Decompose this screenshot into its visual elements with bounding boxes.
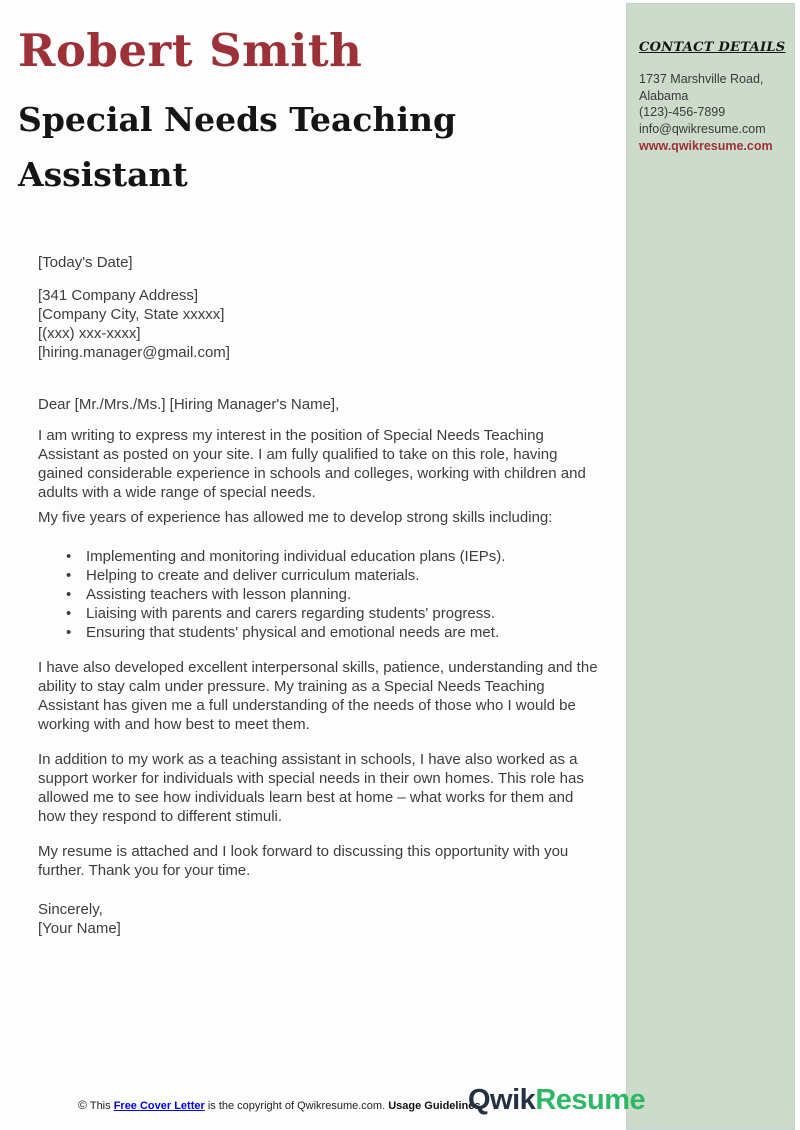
skills-list-item: • Assisting teachers with lesson planning.	[86, 585, 604, 604]
logo-resume-text: Resume	[535, 1084, 646, 1116]
contact-details-heading: CONTACT DETAILS	[639, 40, 786, 55]
company-address-block	[38, 286, 604, 362]
skills-list-item: • Helping to create and deliver curriculum materials.	[86, 566, 604, 585]
salutation: Dear [Mr./Mrs./Ms.] [Hiring Manager's Name],	[38, 396, 340, 413]
contact-website-link[interactable]: www.qwikresume.com	[639, 139, 773, 153]
company-address-line: [341 Company Address]	[38, 287, 199, 304]
skills-list-item: • Liaising with parents and carers regarding students' progress.	[86, 604, 604, 623]
applicant-name: Robert Smith	[18, 24, 363, 77]
paragraph-interpersonal: I have also developed excellent interpersonal skills, patience, understanding and the ability to stay calm under pressure. My training as a Special Needs Teaching Assistant has given me a full understanding of the needs of those who I would be working with and how best to meet them.	[38, 659, 598, 733]
contact-email: info@qwikresume.com	[639, 121, 766, 136]
date-placeholder: [Today's Date]	[38, 254, 133, 271]
footer-text-middle: is the copyright of Qwikresume.com.	[204, 1100, 389, 1112]
contact-sidebar	[626, 3, 795, 1130]
signature-placeholder: [Your Name]	[38, 920, 121, 937]
footer-copyright	[78, 1098, 481, 1112]
company-address-line: [(xxx) xxx-xxxx]	[38, 325, 141, 342]
free-cover-letter-link[interactable]: Free Cover Letter	[113, 1100, 205, 1112]
document-header	[18, 24, 498, 202]
skills-list-item: • Implementing and monitoring individual education plans (IEPs).	[86, 547, 604, 566]
letter-body	[38, 253, 604, 938]
paragraph-support-work: In addition to my work as a teaching assistant in schools, I have also worked as a support worker for individuals with special needs in their own homes. This role has allowed me to see how individuals learn best at home – what works for them and how they respond to different stimuli.	[38, 751, 584, 825]
contact-phone: (123)-456-7899	[639, 105, 726, 119]
usage-guidelines-link[interactable]: Usage Guidelines	[388, 1100, 481, 1112]
logo-qwik-text: Qwik	[468, 1084, 536, 1116]
closing-sincerely: Sincerely,	[38, 901, 103, 918]
skills-list	[38, 547, 604, 642]
contact-address-line1: 1737 Marshville Road,	[639, 72, 764, 86]
copyright-icon: ©	[78, 1098, 87, 1112]
contact-address-line2: Alabama	[639, 88, 689, 103]
paragraph-skills-lead: My five years of experience has allowed me to develop strong skills including:	[38, 509, 553, 526]
company-address-line: [Company City, State xxxxx]	[38, 306, 225, 323]
qwikresume-logo[interactable]	[468, 1084, 645, 1117]
job-title: Special Needs Teaching Assistant	[18, 100, 457, 194]
paragraph-resume: My resume is attached and I look forward to discussing this opportunity with you further. Thank you for your time.	[38, 843, 569, 879]
footer-text-prefix: This	[89, 1100, 114, 1112]
closing	[38, 900, 604, 938]
paragraph-intro: I am writing to express my interest in the position of Special Needs Teaching Assistant as posted on your site. I am fully qualified to take on this role, having gained considerable experience in schools and colleges, working with children and adults with a wide range of special needs.	[38, 427, 586, 501]
company-address-line: [hiring.manager@gmail.com]	[38, 344, 230, 361]
skills-list-item: • Ensuring that students' physical and emotional needs are met.	[86, 623, 604, 642]
